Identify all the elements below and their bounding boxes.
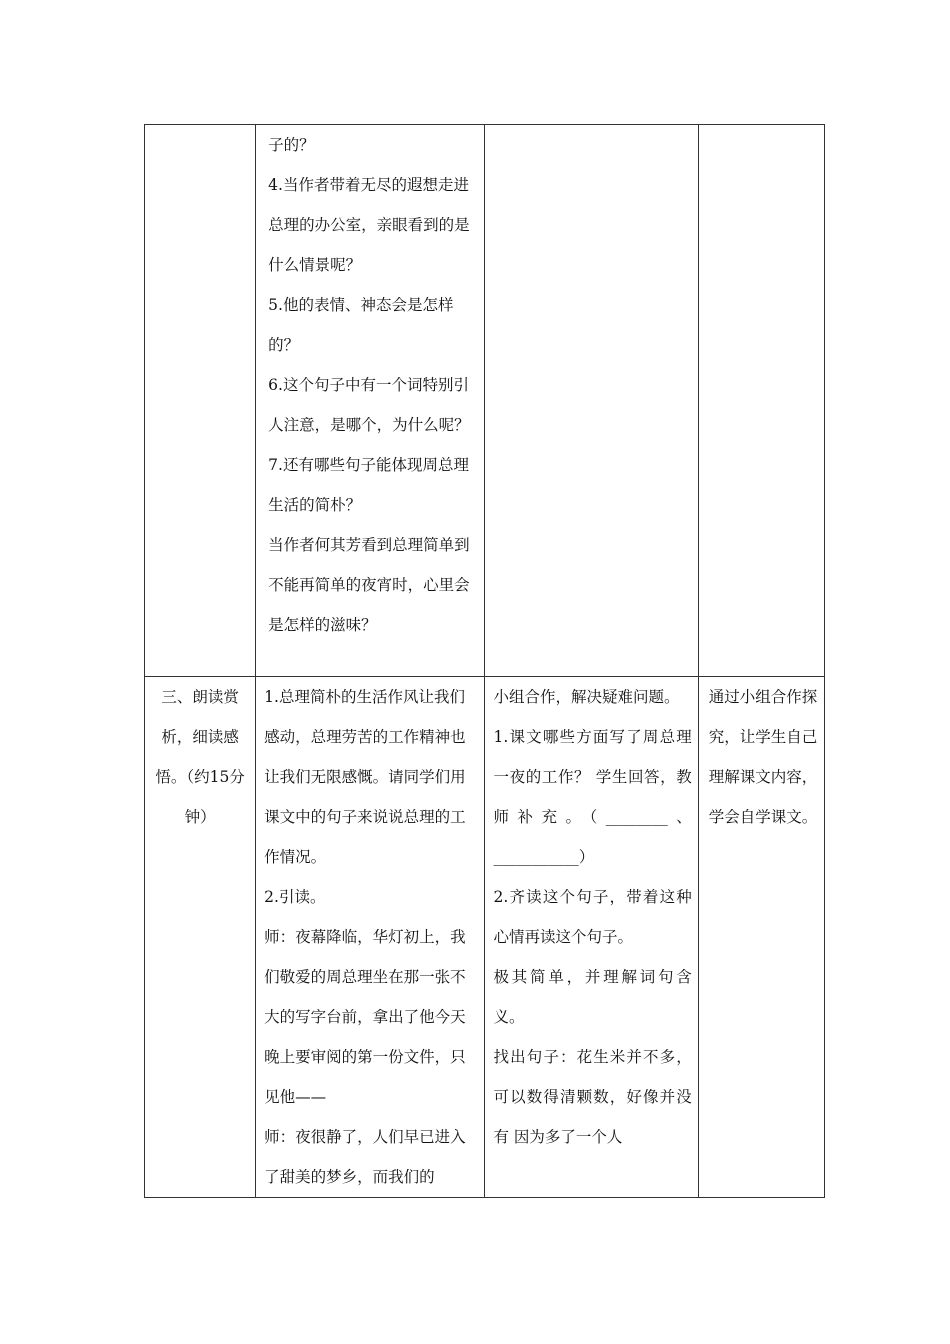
stage-title: 三、朗读赏析，细读感悟。（约15分钟） — [155, 688, 245, 826]
teacher-activity-cell — [256, 677, 485, 1198]
question-text: 7.还有哪些句子能体现周总理生活的简朴？ — [268, 456, 469, 514]
table-row — [145, 125, 825, 677]
paragraph: 2.引读。 — [264, 888, 326, 906]
stage-cell — [145, 125, 256, 677]
student-activity-cell — [485, 125, 698, 677]
paragraph: 2.齐读这个句子，带着这种心情再读这个句子。 — [493, 888, 692, 946]
table-row — [145, 677, 825, 1198]
design-intent-cell — [698, 125, 824, 677]
lesson-plan-table — [144, 124, 825, 1198]
question-text: 子的？ — [268, 136, 315, 154]
stage-cell — [145, 677, 256, 1198]
paragraph: 通过小组合作探究，让学生自己理解课文内容，学会自学课文。 — [708, 688, 818, 826]
paragraph: 师：夜很静了，人们早已进入了甜美的梦乡，而我们的 — [264, 1128, 466, 1186]
design-intent-cell — [698, 677, 824, 1198]
paragraph: 师：夜幕降临，华灯初上，我们敬爱的周总理坐在那一张不大的写字台前，拿出了他今天晚上要审阅的第一份文件，只见他—— — [264, 928, 466, 1106]
question-text: 6.这个句子中有一个词特别引人注意，是哪个，为什么呢？ — [268, 376, 470, 434]
student-activity-cell — [485, 677, 698, 1198]
paragraph: 1.总理简朴的生活作风让我们感动，总理劳苦的工作精神也让我们无限感慨。请同学们用课文中的句子来说说总理的工作情况。 — [264, 688, 466, 866]
paragraph: 1.课文哪些方面写了周总理一夜的工作？ 学生回答，教师补充。（________、 ___________） — [493, 728, 692, 866]
paragraph: 小组合作，解决疑难问题。 — [493, 688, 680, 706]
question-text: 当作者何其芳看到总理简单到不能再简单的夜宵时，心里会是怎样的滋味？ — [268, 536, 470, 634]
question-text: 4.当作者带着无尽的遐想走进总理的办公室，亲眼看到的是什么情景呢？ — [268, 176, 470, 274]
teacher-activity-cell — [256, 125, 485, 677]
paragraph: 极其简单，并理解词句含义。 — [493, 968, 692, 1026]
paragraph: 找出句子：花生米并不多，可以数得清颗数，好像并没有 因为多了一个人 — [493, 1048, 692, 1146]
question-text: 5.他的表情、神态会是怎样的？ — [268, 296, 454, 354]
